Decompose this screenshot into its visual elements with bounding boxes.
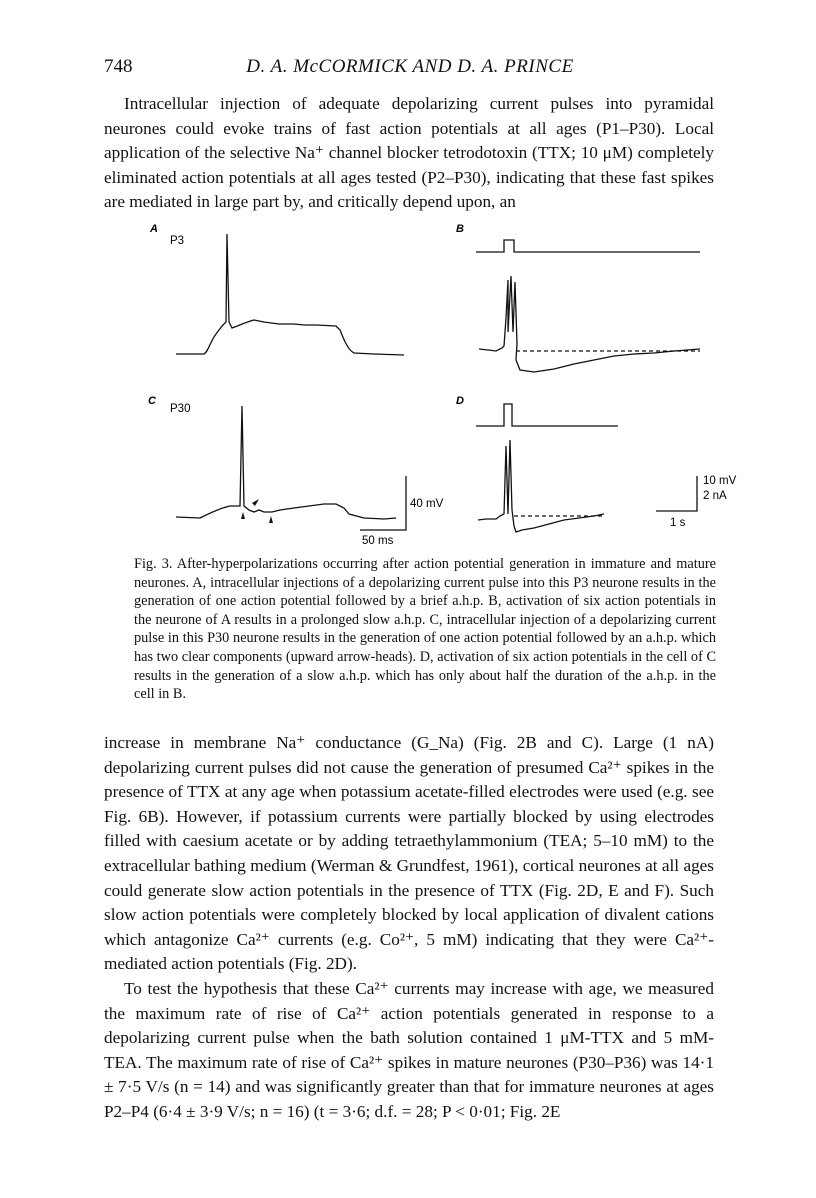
- current-step-d: [476, 404, 618, 426]
- paragraph-continued: increase in membrane Na⁺ conductance (G_Na) (Fig. 2B and C). Large (1 nA) depolarizing current pulses did not cause the generation of presumed Ca²⁺ spikes in the presence of TTX at any age when potassium acetate-filled electrodes were used (e.g. see Fig. 6B). However, if potassium currents were partially blocked by using electrodes filled with caesium acetate or by adding tetraethylammonium (TEA; 5–10 mM) to the extracellular bathing medium (Werman & Grundfest, 1961), cortical neurones at all ages could generate slow action potentials in the presence of TTX (Fig. 2D, E and F). Such slow action potentials were completely blocked by local application of divalent cations which antagonize Ca²⁺ currents (e.g. Co²⁺, 5 mM) indicating that they were Ca²⁺-mediated action potentials (Fig. 2D).: [104, 733, 714, 974]
- panel-label-b: B: [456, 223, 464, 235]
- arrowhead-c-2: [269, 516, 273, 523]
- panel-age-c: P30: [170, 403, 191, 415]
- page-number: 748: [104, 56, 133, 77]
- panel-label-a: A: [150, 223, 158, 235]
- body-text-top: [104, 92, 714, 215]
- figure-3-traces: [104, 214, 737, 554]
- body-text-bottom: [104, 731, 714, 1125]
- scale-right-time: 1 s: [670, 517, 686, 529]
- panel-label-c: C: [148, 395, 156, 407]
- scale-right-current: 2 nA: [703, 490, 727, 502]
- figure-caption: [134, 555, 716, 704]
- scale-bar-right: [656, 476, 697, 511]
- paragraph-top: Intracellular injection of adequate depolarizing current pulses into pyramidal neurones could evoke trains of fast action potentials at all ages (P1–P30). Local application of the selective Na⁺ channel blocker tetrodotoxin (TTX; 10 μM) completely eliminated action potentials at all ages tested (P2–P30), indicating that these fast spikes are mediated in large part by, and critically depend upon, an: [104, 94, 714, 212]
- trace-d: [478, 440, 604, 532]
- scale-right-voltage: 10 mV: [703, 475, 737, 487]
- scale-bar-left: [360, 476, 406, 530]
- trace-a: [176, 234, 404, 355]
- scale-left-voltage: 40 mV: [410, 498, 444, 510]
- running-head: D. A. McCORMICK AND D. A. PRINCE: [246, 56, 574, 77]
- panel-label-d: D: [456, 395, 464, 407]
- panel-age-a: P3: [170, 235, 185, 247]
- figure-3: [104, 214, 737, 554]
- scale-left-time: 50 ms: [362, 535, 394, 547]
- caption-text: Fig. 3. After-hyperpolarizations occurring after action potential generation in immature and mature neurones. A, intracellular injections of a depolarizing current pulse into this P3 neurone results in the generation of one action potential followed by a brief a.h.p. B, activation of six action potentials in the neurone of A results in a prolonged slow a.h.p. C, intracellular injection of a depolarizing current pulse in this P30 neurone results in the generation of one action potential followed by an a.h.p. which has two clear components (upward arrow-heads). D, activation of six action potentials in the cell of C results in the generation of a slow a.h.p. which has only about half the duration of the a.h.p. in the cell in B.: [134, 556, 716, 703]
- arrowhead-c-1: [241, 512, 245, 519]
- current-step-b: [476, 240, 700, 252]
- trace-b: [479, 276, 700, 372]
- trace-c: [176, 406, 396, 519]
- page-header: [104, 56, 716, 84]
- arrowhead-c-3: [252, 499, 259, 506]
- paragraph-hypothesis: To test the hypothesis that these Ca²⁺ currents may increase with age, we measured the maximum rate of rise of Ca²⁺ action potentials generated in response to a depolarizing current pulse when the bath solution contained 1 μM-TTX and 5 mM-TEA. The maximum rate of rise of Ca²⁺ spikes in mature neurones (P30–P36) was 14·1 ± 7·5 V/s (n = 14) and was significantly greater than that for immature neurones at ages P2–P4 (6·4 ± 3·9 V/s; n = 16) (t = 3·6; d.f. = 28; P < 0·01; Fig. 2E: [104, 978, 714, 1121]
